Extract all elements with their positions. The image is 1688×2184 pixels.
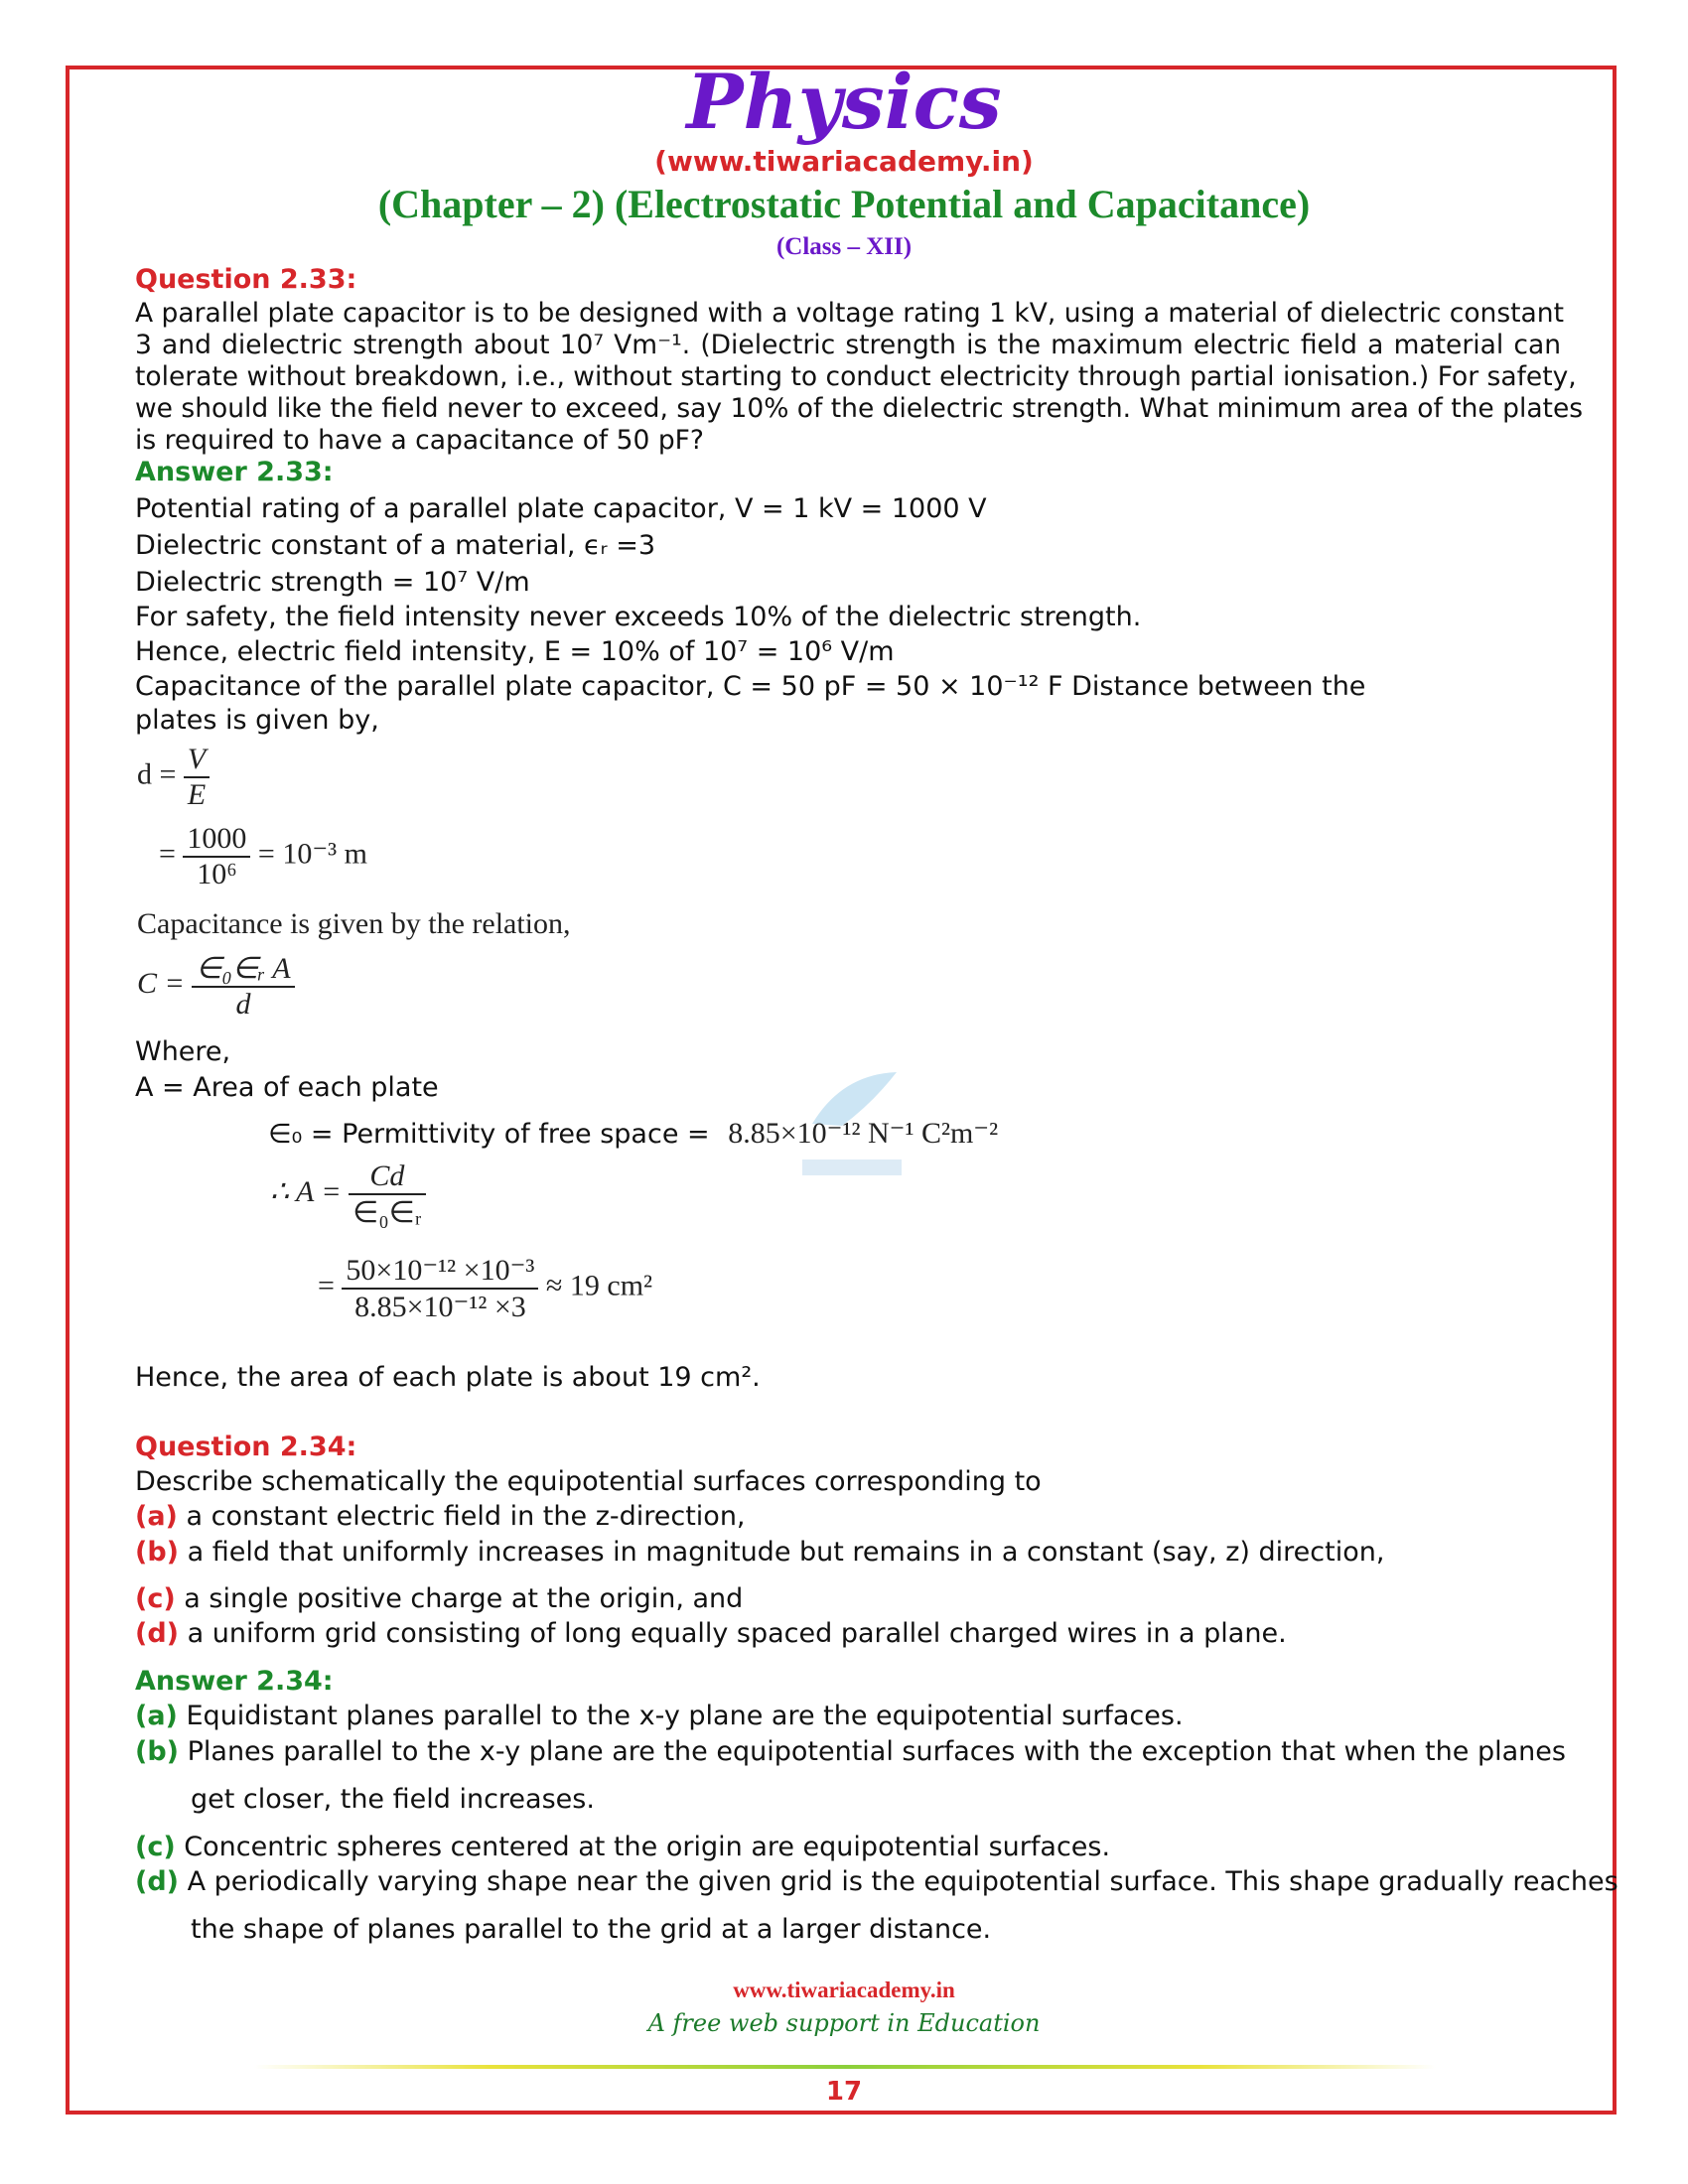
item-text: a field that uniformly increases in magnitude but remains in a constant (say, z) direction, <box>187 1537 1385 1568</box>
answer-2-33-conclusion: Hence, the area of each plate is about 19 cm². <box>135 1362 761 1393</box>
equation-capacitance <box>137 951 295 1022</box>
capacitance-relation-text: Capacitance is given by the relation, <box>137 907 571 940</box>
question-line: A parallel plate capacitor is to be designed with a voltage rating 1 kV, using a material of dielectric constant <box>135 298 1564 329</box>
permittivity-label: ∈₀ = Permittivity of free space = <box>268 1119 710 1150</box>
item-text: Equidistant planes parallel to the x-y plane are the equipotential surfaces. <box>186 1701 1184 1731</box>
where-text: Where, <box>135 1036 231 1067</box>
item-tag: (c) <box>135 1583 176 1614</box>
page-number: 17 <box>825 2077 863 2107</box>
fraction <box>342 1253 538 1324</box>
fraction-denominator: ∈₀∈ᵣ <box>352 1195 422 1229</box>
equation-d-v-over-e <box>137 743 210 812</box>
item-tag: (a) <box>135 1501 178 1532</box>
answer-item-b-continuation: get closer, the field increases. <box>191 1784 595 1815</box>
item-text: a constant electric field in the z-direction, <box>186 1501 746 1532</box>
footer-divider <box>254 2065 1436 2069</box>
page-title: Physics <box>686 58 1002 146</box>
question-2-34-heading: Question 2.34: <box>135 1432 357 1462</box>
header-website-link[interactable]: (www.tiwariacademy.in) <box>654 145 1034 178</box>
equation-lhs: d = <box>137 757 177 791</box>
question-2-33-heading: Question 2.33: <box>135 264 357 295</box>
permittivity-value: 8.85×10⁻¹² N⁻¹ C²m⁻² <box>728 1117 999 1150</box>
equation-area-formula <box>270 1160 426 1230</box>
answer-line-safety: For safety, the field intensity never exceeds 10% of the dielectric strength. <box>135 602 1142 632</box>
item-tag: (a) <box>135 1701 178 1731</box>
question-2-33-text <box>135 298 1584 457</box>
question-2-34-intro: Describe schematically the equipotential surfaces corresponding to <box>135 1466 1042 1497</box>
item-tag: (b) <box>135 1537 180 1568</box>
fraction <box>192 951 294 1022</box>
question-item-c <box>135 1583 743 1614</box>
question-line: tolerate without breakdown, i.e., without starting to conduct electricity through partial ionisation.) For safety, <box>135 361 1577 392</box>
item-tag: (b) <box>135 1736 180 1767</box>
fraction-numerator: V <box>187 743 207 775</box>
answer-2-33-heading: Answer 2.33: <box>135 457 334 487</box>
equation-area-value <box>318 1253 652 1324</box>
fraction-numerator: Cd <box>369 1160 405 1192</box>
equation-equals: = <box>159 837 176 871</box>
permittivity-definition <box>268 1116 998 1151</box>
footer-website-link[interactable]: www.tiwariacademy.in <box>733 1978 955 2002</box>
fraction-denominator: 10⁶ <box>197 857 237 890</box>
question-line: 3 and dielectric strength about 10⁷ Vm⁻¹. (Dielectric strength is the maximum electric field a material can <box>135 330 1561 360</box>
answer-line-potential-rating: Potential rating of a parallel plate capacitor, V = 1 kV = 1000 V <box>135 493 987 524</box>
answer-item-d <box>135 1866 1618 1897</box>
fraction <box>184 743 210 812</box>
question-item-d <box>135 1618 1287 1649</box>
answer-item-b <box>135 1736 1566 1767</box>
item-tag: (c) <box>135 1832 176 1862</box>
equation-lhs: ∴ A = <box>270 1175 342 1209</box>
fraction <box>349 1160 426 1230</box>
item-tag: (d) <box>135 1866 180 1897</box>
class-label: (Class – XII) <box>775 233 913 260</box>
chapter-title: (Chapter – 2) (Electrostatic Potential and Capacitance) <box>377 182 1311 226</box>
fraction-numerator: 1000 <box>187 822 247 855</box>
answer-line-field-intensity: Hence, electric field intensity, E = 10% of 10⁷ = 10⁶ V/m <box>135 636 895 667</box>
question-item-a <box>135 1501 746 1532</box>
answer-item-a <box>135 1701 1184 1731</box>
equation-rhs: = 10⁻³ m <box>257 837 368 871</box>
equation-lhs: C = <box>137 967 185 1001</box>
equation-rhs: ≈ 19 cm² <box>545 1269 653 1302</box>
answer-line-capacitance: Capacitance of the parallel plate capacitor, C = 50 pF = 50 × 10⁻¹² F Distance between the <box>135 671 1366 702</box>
equation-d-value <box>159 822 367 891</box>
item-text: Planes parallel to the x-y plane are the equipotential surfaces with the exception that when the planes <box>187 1736 1566 1767</box>
item-text: a uniform grid consisting of long equally spaced parallel charged wires in a plane. <box>187 1618 1287 1649</box>
fraction-denominator: E <box>187 777 207 811</box>
fraction-numerator: ∈₀∈ᵣ A <box>196 952 291 985</box>
answer-line-dielectric-strength: Dielectric strength = 10⁷ V/m <box>135 567 530 598</box>
item-tag: (d) <box>135 1618 180 1649</box>
answer-item-c <box>135 1832 1110 1862</box>
fraction <box>183 822 250 891</box>
fraction-denominator: d <box>235 987 251 1021</box>
fraction-denominator: 8.85×10⁻¹² ×3 <box>354 1290 526 1323</box>
question-line: we should like the field never to exceed, say 10% of the dielectric strength. What minimum area of the plates <box>135 393 1584 424</box>
footer-tagline: A free web support in Education <box>647 2009 1041 2037</box>
fraction-numerator: 50×10⁻¹² ×10⁻³ <box>346 1254 535 1287</box>
area-definition: A = Area of each plate <box>135 1072 439 1103</box>
answer-line-dielectric-constant: Dielectric constant of a material, ϵᵣ =3 <box>135 530 656 561</box>
item-text: A periodically varying shape near the given grid is the equipotential surface. This shape gradually reaches <box>187 1866 1618 1897</box>
question-line: is required to have a capacitance of 50 pF? <box>135 425 704 456</box>
answer-line-plates: plates is given by, <box>135 705 379 736</box>
item-text: Concentric spheres centered at the origin are equipotential surfaces. <box>184 1832 1111 1862</box>
question-item-b <box>135 1537 1384 1568</box>
answer-item-d-continuation: the shape of planes parallel to the grid at a larger distance. <box>191 1914 992 1945</box>
equation-equals: = <box>318 1269 335 1302</box>
answer-2-34-heading: Answer 2.34: <box>135 1666 334 1697</box>
item-text: a single positive charge at the origin, and <box>184 1583 744 1614</box>
